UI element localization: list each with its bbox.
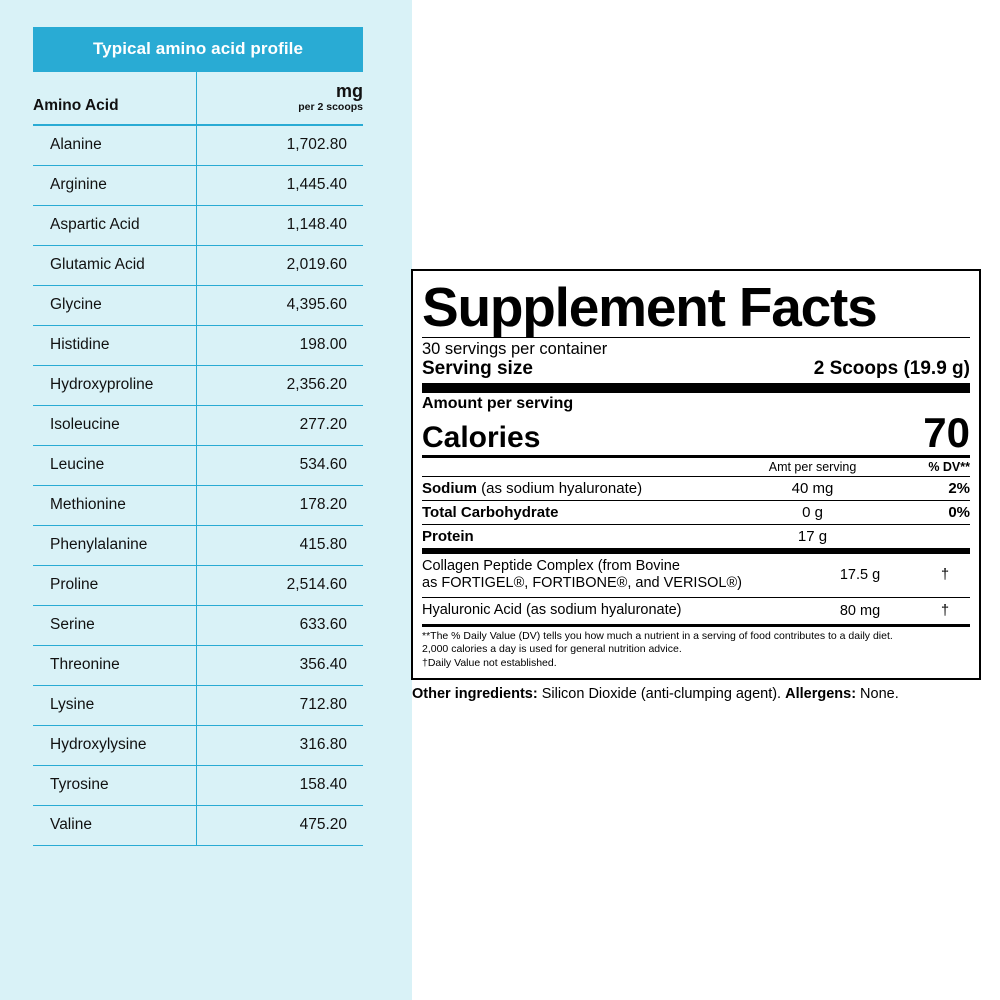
amino-acid-table: [33, 27, 363, 846]
blend-row: [422, 597, 970, 624]
amino-acid-value: 158.40: [197, 765, 364, 805]
amino-acid-value: 2,514.60: [197, 565, 364, 605]
allergens-text: None.: [856, 685, 899, 702]
amino-col-unit-sub: per 2 scoops: [298, 101, 363, 113]
amino-col-header-unit: [197, 72, 364, 125]
amino-acid-name: Leucine: [33, 445, 197, 485]
amino-acid-value: 534.60: [197, 445, 364, 485]
serving-size-value: 2 Scoops (19.9 g): [813, 357, 970, 379]
amino-acid-name: Arginine: [33, 165, 197, 205]
table-row: [33, 165, 363, 205]
amino-col-unit-main: mg: [336, 81, 363, 101]
nutrient-name: [422, 504, 725, 521]
nutrient-daily-value: 2%: [948, 479, 970, 497]
amino-acid-name: Proline: [33, 565, 197, 605]
amino-acid-value: 2,019.60: [197, 245, 364, 285]
amino-acid-name: Isoleucine: [33, 405, 197, 445]
blend-name-line1: Hyaluronic Acid (as sodium hyaluronate): [422, 602, 682, 619]
amino-acid-name: Threonine: [33, 645, 197, 685]
allergens-label: Allergens:: [785, 685, 857, 702]
table-row: [33, 405, 363, 445]
amino-acid-name: Alanine: [33, 125, 197, 166]
calories-value: 70: [923, 408, 970, 456]
footnote-line-2: 2,000 calories a day is used for general nutrition advice.: [422, 643, 682, 656]
nutrient-name: [422, 480, 725, 497]
amino-table-header-row: [33, 72, 363, 125]
supplement-facts-panel: [411, 269, 981, 702]
amino-acid-value: 277.20: [197, 405, 364, 445]
amino-acid-name: Hydroxyproline: [33, 365, 197, 405]
amino-acid-name: Glutamic Acid: [33, 245, 197, 285]
table-row: [33, 645, 363, 685]
divider-amount: [422, 383, 970, 393]
table-row: [33, 205, 363, 245]
other-ingredients-line: [411, 680, 981, 702]
amino-acid-value: 1,445.40: [197, 165, 364, 205]
table-row: [33, 445, 363, 485]
amino-acid-value: 475.20: [197, 805, 364, 845]
table-row: [33, 245, 363, 285]
amino-acid-value: 1,702.80: [197, 125, 364, 166]
table-row: [33, 605, 363, 645]
blend-dagger: †: [940, 602, 950, 619]
nutrient-row: [422, 500, 970, 524]
col-header-amt-per-serving: Amt per serving: [768, 459, 857, 474]
blend-amount: 17.5 g: [839, 567, 881, 584]
blend-name-line1: Collagen Peptide Complex (from Bovine: [422, 557, 680, 574]
footnote-line-3: †Daily Value not established.: [422, 657, 557, 670]
amino-acid-name: Valine: [33, 805, 197, 845]
amino-acid-value: 415.80: [197, 525, 364, 565]
amino-table-title: Typical amino acid profile: [33, 27, 363, 72]
table-row: [33, 125, 363, 166]
nutrient-name-bold: Total Carbohydrate: [422, 503, 559, 521]
table-row: [33, 805, 363, 845]
nutrient-rows: [422, 476, 970, 548]
amino-acid-name: Glycine: [33, 285, 197, 325]
blend-amount: 80 mg: [839, 602, 881, 619]
amino-acid-value: 178.20: [197, 485, 364, 525]
blend-row: [422, 548, 970, 597]
amino-acid-name: Serine: [33, 605, 197, 645]
amino-acid-name: Tyrosine: [33, 765, 197, 805]
table-row: [33, 485, 363, 525]
nutrient-daily-value: 0%: [948, 503, 970, 521]
nutrient-amount: 17 g: [797, 527, 828, 545]
proprietary-blend-rows: [422, 548, 970, 624]
footnote-block: [422, 624, 970, 672]
table-row: [33, 525, 363, 565]
table-row: [33, 325, 363, 365]
table-row: [33, 285, 363, 325]
amino-acid-name: Histidine: [33, 325, 197, 365]
amino-acid-value: 633.60: [197, 605, 364, 645]
calories-label: Calories: [422, 420, 541, 454]
table-row: [33, 685, 363, 725]
supplement-facts-box: [411, 269, 981, 680]
amino-table-grid: [33, 72, 363, 846]
amino-acid-name: Aspartic Acid: [33, 205, 197, 245]
blend-name-line2: as FORTIGEL®, FORTIBONE®, and VERISOL®): [422, 575, 742, 592]
nutrient-name-bold: Protein: [422, 527, 474, 545]
nutrient-amount: 0 g: [802, 503, 823, 521]
amino-acid-name: Phenylalanine: [33, 525, 197, 565]
amino-acid-value: 316.80: [197, 725, 364, 765]
amino-acid-value: 4,395.60: [197, 285, 364, 325]
supplement-facts-title: Supplement Facts: [422, 276, 877, 338]
amino-acid-name: Lysine: [33, 685, 197, 725]
nutrient-name: [422, 528, 725, 545]
table-row: [33, 725, 363, 765]
serving-size-row: [422, 359, 970, 383]
nutrient-name-detail: (as sodium hyaluronate): [477, 479, 643, 497]
other-ingredients-label: Other ingredients:: [412, 685, 538, 702]
nutrient-name-bold: Sodium: [422, 479, 477, 497]
amino-col-header-name: Amino Acid: [33, 72, 197, 125]
blend-name: [422, 558, 800, 593]
amino-acid-value: 2,356.20: [197, 365, 364, 405]
table-row: [33, 765, 363, 805]
blend-dagger: †: [940, 567, 950, 584]
footnote-line-1: **The % Daily Value (DV) tells you how much a nutrient in a serving of food contributes to a daily diet.: [422, 629, 893, 642]
table-row: [33, 565, 363, 605]
serving-size-label: Serving size: [422, 357, 533, 379]
nutrient-row: [422, 476, 970, 500]
nutrient-column-headers: [422, 458, 970, 476]
table-row: [33, 365, 363, 405]
nutrient-row: [422, 524, 970, 548]
amino-acid-value: 198.00: [197, 325, 364, 365]
amino-acid-panel: [0, 0, 412, 1000]
amino-acid-name: Hydroxylysine: [33, 725, 197, 765]
calories-row: [422, 408, 970, 456]
amino-acid-name: Methionine: [33, 485, 197, 525]
amount-per-serving-label: Amount per serving: [422, 394, 574, 412]
nutrient-amount: 40 mg: [791, 479, 834, 497]
servings-per-container: 30 servings per container: [422, 340, 608, 358]
col-header-daily-value: % DV**: [928, 459, 970, 474]
amino-acid-value: 1,148.40: [197, 205, 364, 245]
amino-acid-value: 712.80: [197, 685, 364, 725]
other-ingredients-text: Silicon Dioxide (anti-clumping agent).: [537, 685, 786, 702]
amino-acid-value: 356.40: [197, 645, 364, 685]
blend-name: [422, 602, 800, 620]
